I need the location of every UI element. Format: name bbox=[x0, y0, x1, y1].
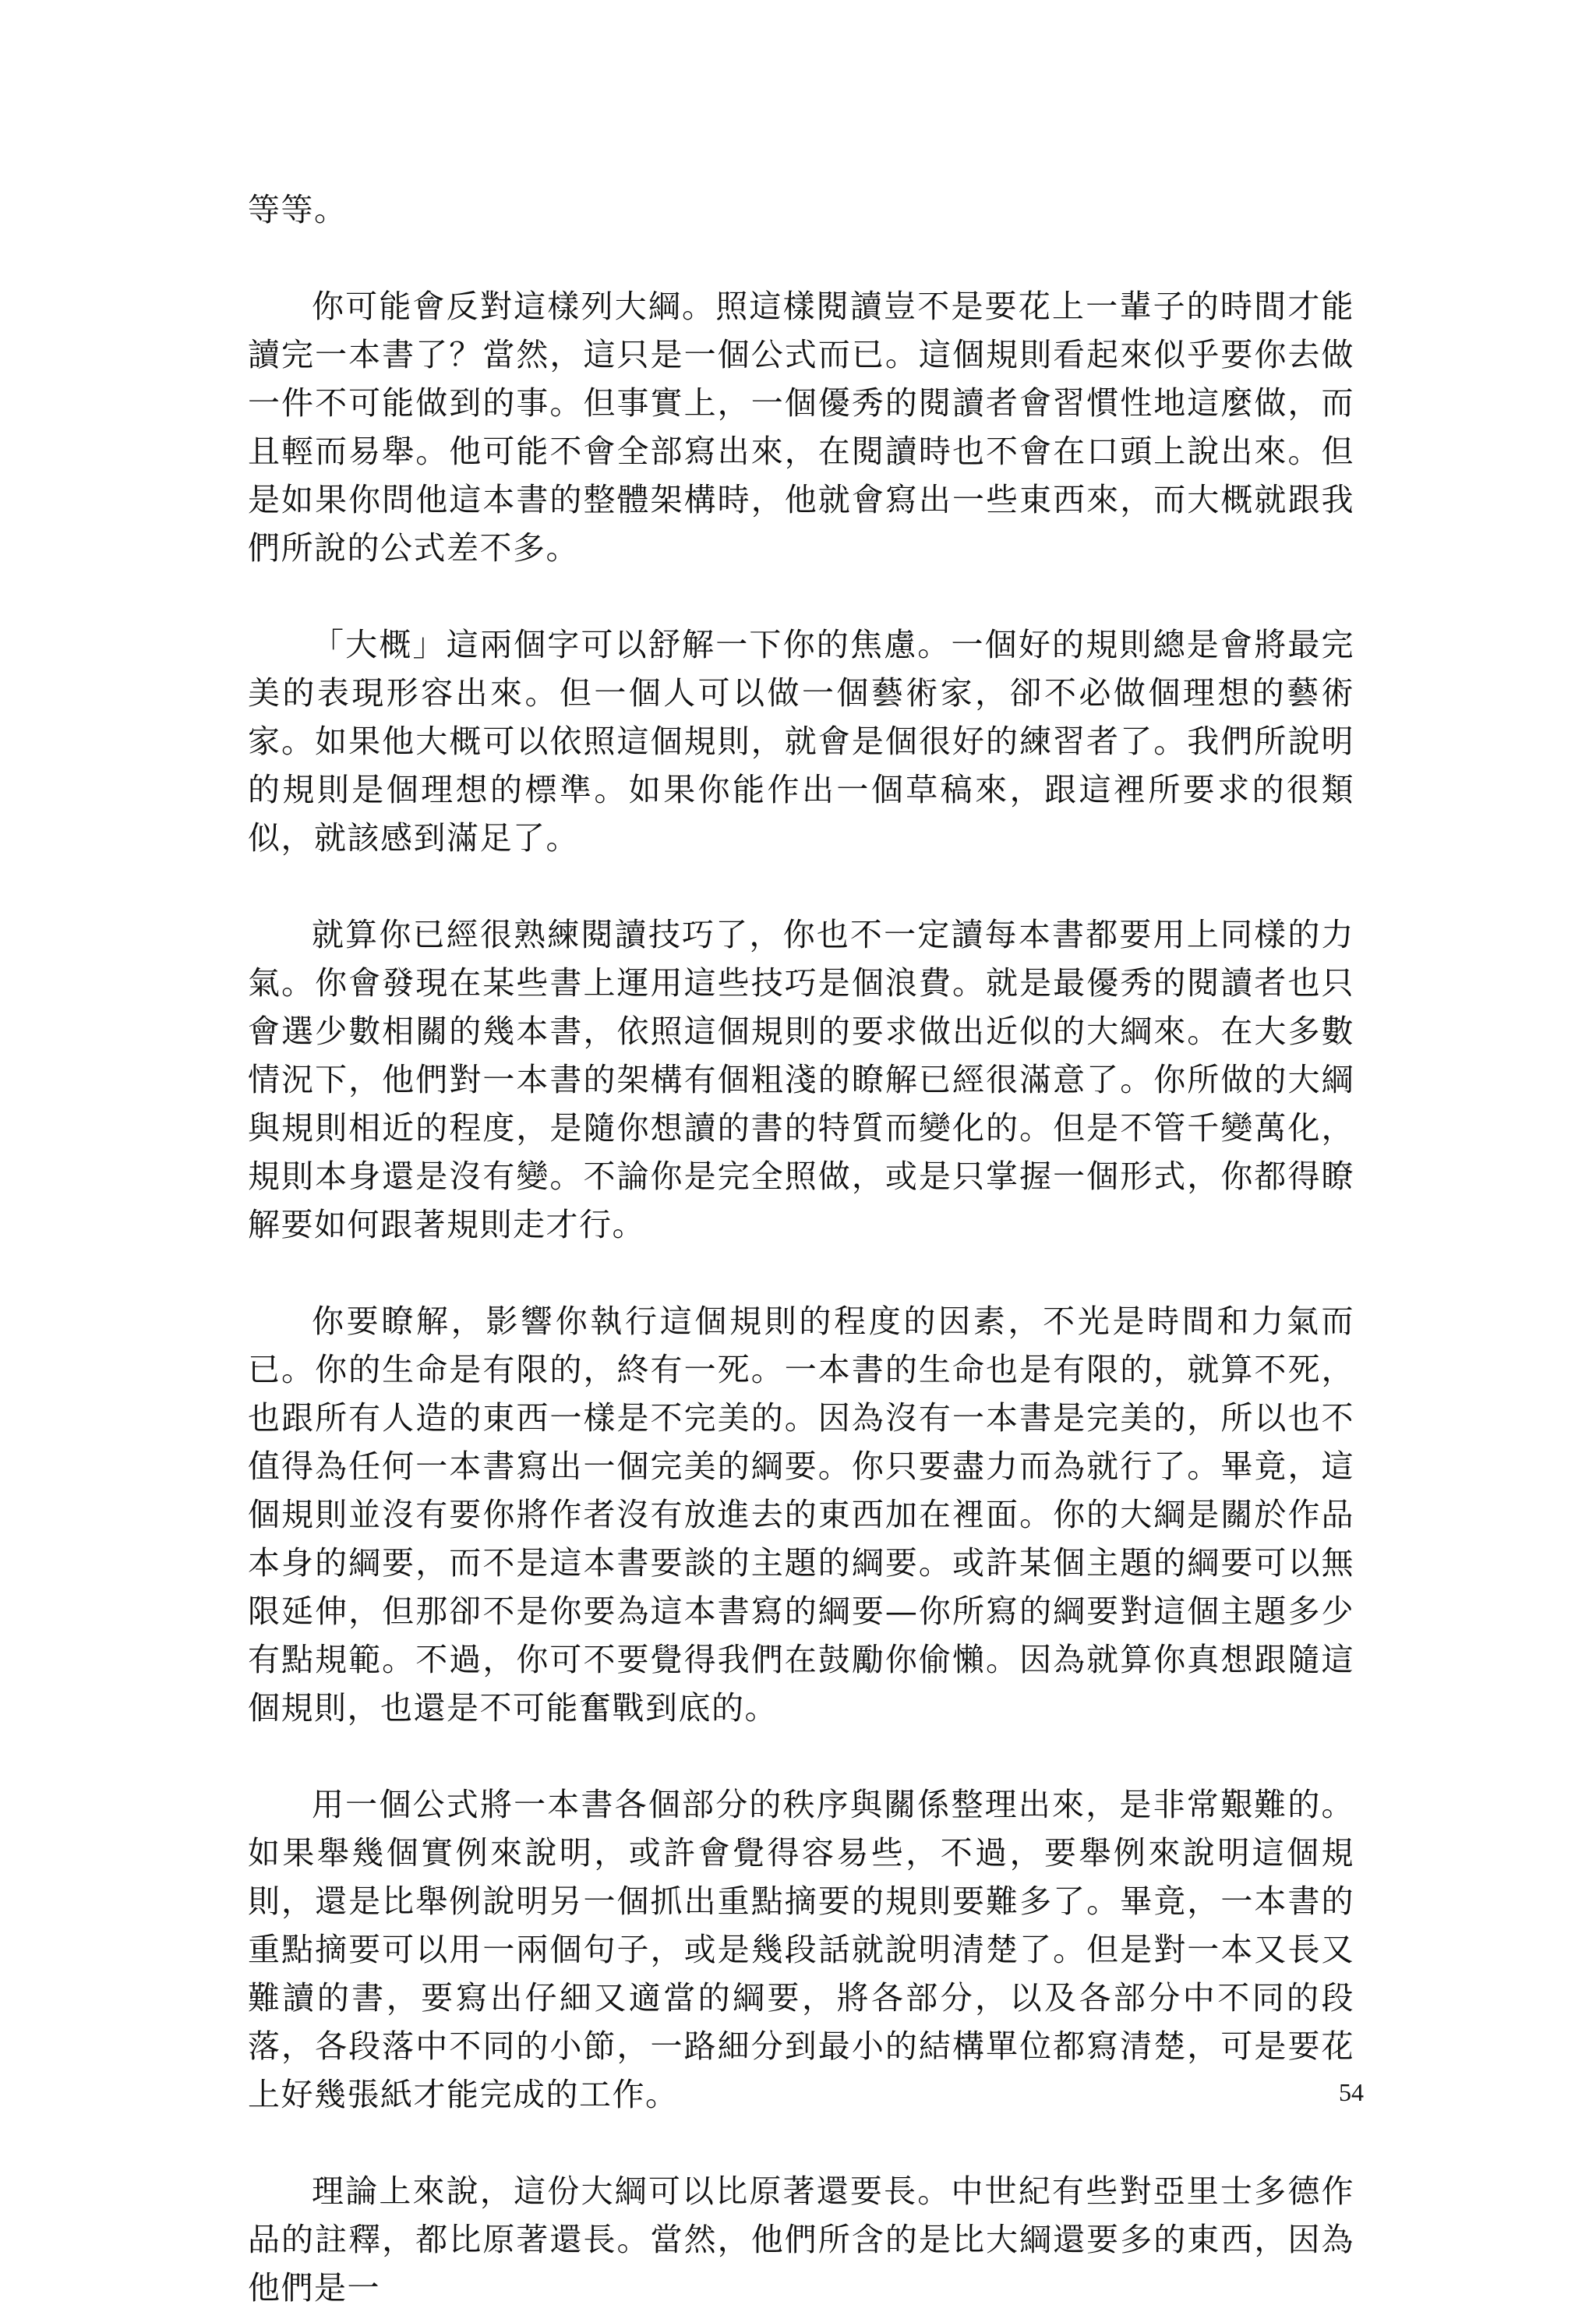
body-text bbox=[248, 186, 1354, 2312]
paragraph-outline-objection: 你可能會反對這樣列大綱。照這樣閱讀豈不是要花上一輩子的時間才能讀完一本書了？當然，這只是一個公式而已。這個規則看起來似乎要你去做一件不可能做到的事。但事實上，一個優秀的閱讀者會習慣性地這麼做，而且輕而易舉。他可能不會全部寫出來，在閱讀時也不會在口頭上說出來。但是如果你問他這本書的整體架構時，他就會寫出一些東西來，而大概就跟我們所說的公式差不多。 bbox=[248, 288, 1354, 567]
paragraph-formula-difficulty: 用一個公式將一本書各個部分的秩序與關係整理出來，是非常艱難的。如果舉幾個實例來說明，或許會覺得容易些，不過，要舉例來說明這個規則，還是比舉例說明另一個抓出重點摘要的規則要難多了。畢竟，一本書的重點摘要可以用一兩個句子，或是幾段話就說明清楚了。但是對一本又長又難讀的書，要寫出仔細又適當的綱要，將各部分，以及各部分中不同的段落，各段落中不同的小節，一路細分到最小的結構單位都寫清楚，可是要花上好幾張紙才能完成的工作。 bbox=[248, 1786, 1354, 2113]
paragraph-limits: 你要瞭解，影響你執行這個規則的程度的因素，不光是時間和力氣而已。你的生命是有限的，終有一死。一本書的生命也是有限的，就算不死，也跟所有人造的東西一樣是不完美的。因為沒有一本書是完美的，所以也不值得為任何一本書寫出一個完美的綱要。你只要盡力而為就行了。畢竟，這個規則並沒有要你將作者沒有放進去的東西加在裡面。你的大綱是關於作品本身的綱要，而不是這本書要談的主題的綱要。或許某個主題的綱要可以無限延伸，但那卻不是你要為這本書寫的綱要—你所寫的綱要對這個主題多少有點規範。不過，你可不要覺得我們在鼓勵你偷懶。因為就算你真想跟隨這個規則，也還是不可能奮戰到底的。 bbox=[248, 1303, 1354, 1727]
paragraph-continuation: 等等。 bbox=[248, 191, 348, 228]
page-number: 54 bbox=[1339, 2078, 1364, 2106]
paragraph-reading-skill: 就算你已經很熟練閱讀技巧了，你也不一定讀每本書都要用上同樣的力氣。你會發現在某些書上運用這些技巧是個浪費。就是最優秀的閱讀者也只會選少數相關的幾本書，依照這個規則的要求做出近似的大綱來。在大多數情況下，他們對一本書的架構有個粗淺的瞭解已經很滿意了。你所做的大綱與規則相近的程度，是隨你想讀的書的特質而變化的。但是不管千變萬化，規則本身還是沒有變。不論你是完全照做，或是只掌握一個形式，你都得瞭解要如何跟著規則走才行。 bbox=[248, 916, 1354, 1243]
paragraph-outline-length: 理論上來說，這份大綱可以比原著還要長。中世紀有些對亞里士多德作品的註釋，都比原著還長。當然，他們所含的是比大綱還要多的東西，因為他們是一 bbox=[248, 2172, 1354, 2307]
paragraph-approximately: 「大概」這兩個字可以舒解一下你的焦慮。一個好的規則總是會將最完美的表現形容出來。但一個人可以做一個藝術家，卻不必做個理想的藝術家。如果他大概可以依照這個規則，就會是個很好的練習者了。我們所說明的規則是個理想的標準。如果你能作出一個草稿來，跟這裡所要求的很類似，就該感到滿足了。 bbox=[248, 626, 1354, 857]
